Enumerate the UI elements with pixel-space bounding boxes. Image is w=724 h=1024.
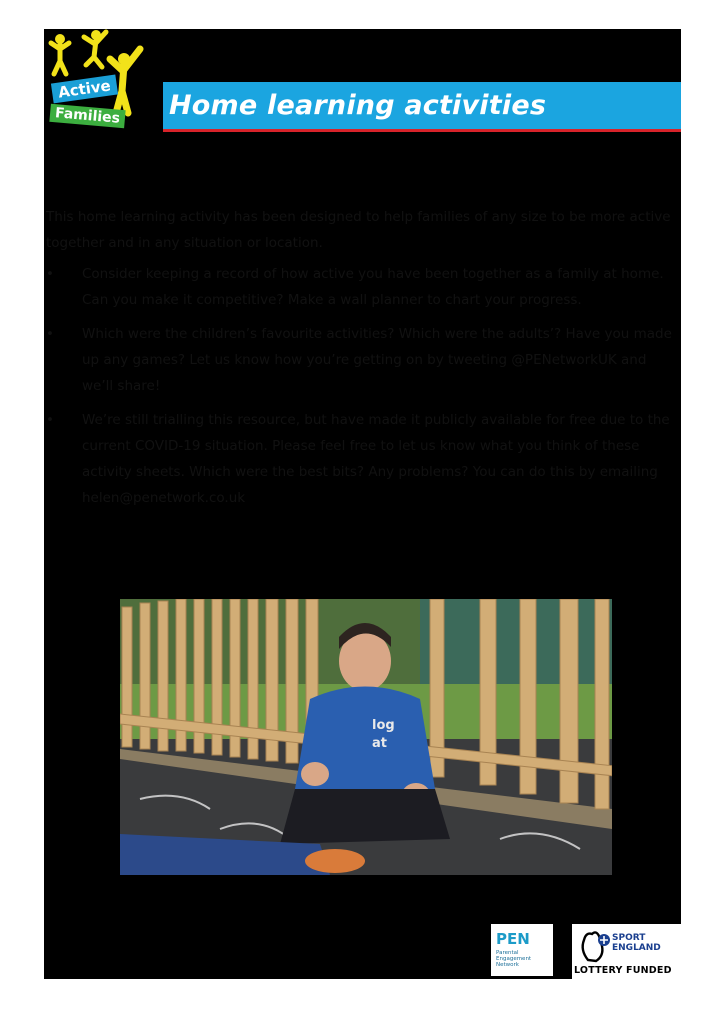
lottery-funded-logo <box>572 924 681 979</box>
bullet-list <box>44 261 674 519</box>
bullet-text: Which were the children’s favourite activities? Which were the adults’? Have you made up any games? Let us know how you’re getting on by tweeting @PENetworkUK and we’ll share! <box>82 326 672 394</box>
pen-logo-text: PEN <box>496 930 530 948</box>
bullet-text: We’re still trialling this resource, but have made it publicly available for free due to the current COVID-19 situation. Please feel free to let us know what you think of these activity sheets. Which were the best bits? Any problems? You can do this by emailing helen@penetwork.co.uk <box>82 412 670 506</box>
child-photo <box>120 599 612 875</box>
page <box>44 29 681 979</box>
lottery-funded-text: LOTTERY FUNDED <box>574 965 672 976</box>
list-item <box>44 407 674 511</box>
title-banner <box>163 82 681 132</box>
svg-text:at: at <box>372 736 387 751</box>
logo-active-text: Active <box>51 75 118 104</box>
sport-line-2: ENGLAND <box>612 943 661 953</box>
intro-paragraph: This home learning activity has been designed to help families of any size to be more active together and in any situation or location. <box>46 209 671 251</box>
page-title: Home learning activities <box>169 90 547 121</box>
active-families-logo <box>46 29 146 135</box>
bullet-dot: • <box>46 266 54 282</box>
sport-england-icon <box>597 933 611 947</box>
pen-logo <box>491 924 553 976</box>
bullet-text: Consider keeping a record of how active you have been together as a family at home. Can you make it competitive? Make a wall planner to chart your progress. <box>82 266 664 308</box>
sport-line-1: SPORT <box>612 933 646 943</box>
pen-logo-subtitle: Parental Engagement Network <box>496 950 532 968</box>
list-item <box>44 321 674 399</box>
bullet-dot: • <box>46 326 54 342</box>
sport-england-text <box>612 933 661 953</box>
svg-text:log: log <box>372 718 395 733</box>
bullet-dot: • <box>46 412 54 428</box>
logo-families-text: Families <box>49 104 125 128</box>
list-item <box>44 261 674 313</box>
